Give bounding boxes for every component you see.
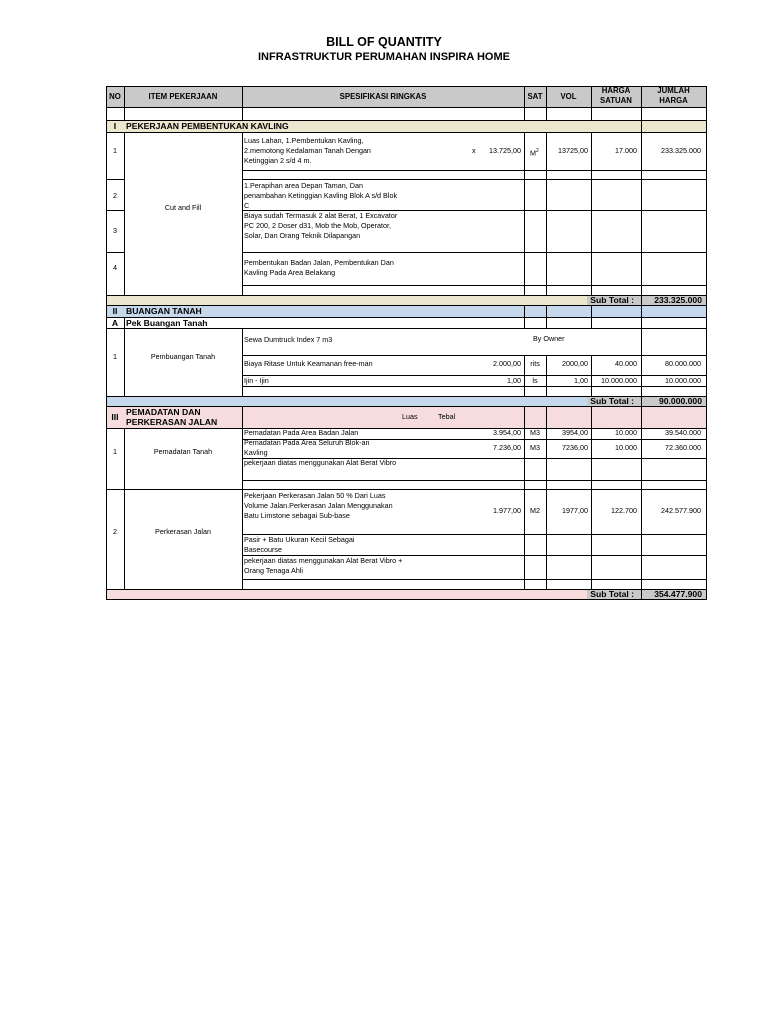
section-1-row-4-no: 4	[113, 263, 117, 272]
col-header-jumlah: JUMLAH	[657, 86, 690, 95]
table-line	[242, 386, 707, 387]
section-3-item-1-row-1-spec: Pemadatan Pada Area Badan Jalan	[244, 428, 359, 437]
section-1-title: PEKERJAAN PEMBENTUKAN KAVLING	[126, 121, 289, 131]
section-2-row-2-sat: rits	[530, 359, 540, 368]
section-2-sub-title: Pek Buangan Tanah	[126, 318, 208, 328]
section-2-row-2-harga: 40.000	[615, 359, 637, 368]
unit-superscript: 2	[536, 148, 539, 154]
table-line	[706, 86, 707, 600]
subtotal-2-value: 90.000.000	[658, 396, 702, 406]
table-line	[106, 599, 707, 600]
section-3-item-1-row-1-jumlah: 39.540.000	[665, 428, 701, 437]
section-3-item-1-no: 1	[113, 447, 117, 456]
section-3-item-1-row-3-spec: pekerjaan diatas menggunakan Alat Berat Vibro	[244, 458, 397, 467]
section-3-item-2-row-1-qty: 1.977,00	[493, 506, 521, 515]
section-3-item-2-row-1-spec: Pekerjaan Perkerasan Jalan 50 % Dari Luas Volume Jalan.Perkerasan Jalan Menggunakan Batu Limstone sebagai Sub-base	[244, 491, 393, 520]
table-line	[106, 132, 707, 133]
section-3-item-2-no: 2	[113, 527, 117, 536]
subtotal-1-label: Sub Total :	[590, 295, 634, 305]
section-1-number: I	[113, 121, 117, 131]
table-line	[242, 355, 707, 356]
section-2-item-name: Pembuangan Tanah	[150, 352, 216, 361]
section-2-row-2-spec: Biaya Ritase Untuk Keamanan free-man	[244, 359, 373, 368]
section-3-item-1-row-1-harga: 10.000	[615, 428, 637, 437]
section-2-row-3-vol: 1,00	[574, 376, 588, 385]
table-line	[242, 480, 707, 481]
col-header-jumlah-harga: HARGA	[659, 96, 688, 105]
section-3-item-1-row-1-vol: 3954,00	[562, 428, 588, 437]
section-1-item-name: Cut and Fill	[164, 203, 202, 212]
section-1-row-1-sat	[530, 146, 539, 158]
col-header-harga: HARGA	[601, 86, 631, 95]
section-2-row-3-spec: Ijin - Ijin	[244, 376, 269, 385]
col-header-item: ITEM PEKERJAAN	[148, 92, 218, 101]
col-header-spec: SPESIFIKASI RINGKAS	[339, 92, 427, 101]
section-3-item-1-row-2-jumlah: 72.360.000	[665, 443, 701, 452]
section-3-item-2-row-1-vol: 1977,00	[562, 506, 588, 515]
section-1-row-1-vol: 13725,00	[558, 146, 588, 155]
subtotal-1-value: 233.325.000	[654, 295, 702, 305]
table-line	[242, 132, 243, 296]
table-line	[641, 86, 642, 600]
section-2-title: BUANGAN TANAH	[126, 306, 202, 316]
section-2-row-2-vol: 2000,00	[562, 359, 588, 368]
table-line	[242, 252, 707, 253]
section-2-row-3-sat: ls	[532, 376, 538, 385]
table-line	[546, 305, 547, 328]
document-title: BILL OF QUANTITY	[326, 35, 442, 49]
section-2-row-3-qty: 1,00	[507, 376, 521, 385]
section-1-row-1-no: 1	[113, 146, 117, 155]
col-header-satuan: SATUAN	[600, 96, 632, 105]
section-3-item-1-row-1-sat: M3	[530, 428, 540, 437]
section-3-item-2-name: Perkerasan Jalan	[155, 527, 211, 536]
section-2-item-no: 1	[113, 352, 117, 361]
section-2-row-1-note: By Owner	[533, 334, 565, 343]
section-2-row-3-jumlah: 10.000.000	[665, 376, 701, 385]
table-line	[546, 132, 547, 296]
col-header-sat: SAT	[527, 92, 543, 101]
section-3-item-2-row-1-jumlah: 242.577.900	[661, 506, 701, 515]
section-1-row-1-x: x	[472, 146, 476, 155]
section-3-item-1-row-2-vol: 7236,00	[562, 443, 588, 452]
subtotal-3-value: 354.477.900	[654, 589, 702, 599]
table-line	[242, 328, 243, 397]
section-3-item-1-row-2-qty: 7.236,00	[493, 443, 521, 452]
table-line	[242, 579, 707, 580]
section-3-col-luas: Luas	[402, 412, 418, 421]
document-subtitle: INFRASTRUKTUR PERUMAHAN INSPIRA HOME	[258, 51, 510, 63]
section-1-row-1-jumlah: 233.325.000	[661, 146, 701, 155]
col-header-vol: VOL	[560, 92, 577, 101]
section-1-row-2-no: 2	[113, 191, 117, 200]
table-line	[124, 132, 125, 296]
subtotal-2-label: Sub Total :	[590, 396, 634, 406]
section-1-row-1-spec: Luas Lahan, 1.Pembentukan Kavling, 2.memotong Kedalaman Tanah Dengan Ketinggian 2 s/d 4 m.	[244, 136, 371, 165]
section-1-row-3-spec: Biaya sudah Termasuk 2 alat Berat, 1 Excavator PC 200, 2 Doser d31, Mob the Mob, Operator, Solar, Dan Orang Teknik Dilapangan	[244, 211, 398, 240]
table-line	[242, 285, 707, 286]
table-line	[591, 305, 592, 328]
section-3-item-2-row-1-sat: M2	[530, 506, 540, 515]
unit-text: M	[530, 148, 536, 158]
table-line	[106, 252, 124, 253]
section-3-item-1-row-2-spec: Pemadatan Pada Area Seluruh Blok-an Kavling	[244, 438, 370, 457]
section-2-row-1-spec: Sewa Dumtruck Index 7 m3	[244, 335, 333, 344]
section-3-item-1-row-2-harga: 10.000	[615, 443, 637, 452]
section-3-title-line-1: PEMADATAN DAN	[126, 407, 201, 417]
section-3-item-2-row-1-harga: 122.700	[611, 506, 637, 515]
section-1-row-3-no: 3	[113, 226, 117, 235]
table-line	[242, 179, 707, 180]
section-1-row-1-qty: 13.725,00	[489, 146, 521, 155]
table-line	[524, 132, 525, 296]
section-2-number: II	[112, 306, 118, 316]
section-3-item-1-name: Pemadatan Tanah	[153, 447, 213, 456]
table-line	[242, 170, 707, 171]
table-line	[106, 328, 707, 329]
table-line	[106, 86, 107, 600]
section-2-row-3-harga: 10.000.000	[601, 376, 637, 385]
section-2-sub-number: A	[111, 318, 119, 328]
table-line	[242, 406, 243, 590]
section-3-item-2-row-2-spec: Pasir + Batu Ukuran Kecil Sebagai Basecourse	[244, 535, 355, 554]
section-3-item-1-row-2-sat: M3	[530, 443, 540, 452]
table-line	[106, 489, 707, 490]
section-2-row-2-jumlah: 80.000.000	[665, 359, 701, 368]
col-header-no: NO	[109, 92, 121, 101]
section-1-row-4-spec: Pembentukan Badan Jalan, Pembentukan Dan Kavling Pada Area Belakang	[244, 258, 394, 277]
table-line	[106, 179, 124, 180]
section-3-item-1-row-1-qty: 3.954,00	[493, 428, 521, 437]
section-1-row-2-spec: 1.Perapihan area Depan Taman, Dan penambahan Ketinggian Kavling Blok A s/d Blok C	[244, 181, 398, 210]
table-line	[591, 132, 592, 296]
table-line	[524, 305, 525, 328]
table-line	[106, 107, 707, 108]
section-3-item-2-row-3-spec: pekerjaan diatas menggunakan Alat Berat Vibro + Orang Tenaga Ahli	[244, 556, 403, 575]
subtotal-3-label: Sub Total :	[590, 589, 634, 599]
section-3-number: III	[111, 412, 119, 422]
table-line	[106, 210, 124, 211]
section-1-row-1-harga: 17.000	[615, 146, 637, 155]
section-2-row-2-qty: 2.000,00	[493, 359, 521, 368]
section-3-title-line-2: PERKERASAN JALAN	[126, 417, 218, 427]
section-3-col-tebal: Tebal	[438, 412, 456, 421]
